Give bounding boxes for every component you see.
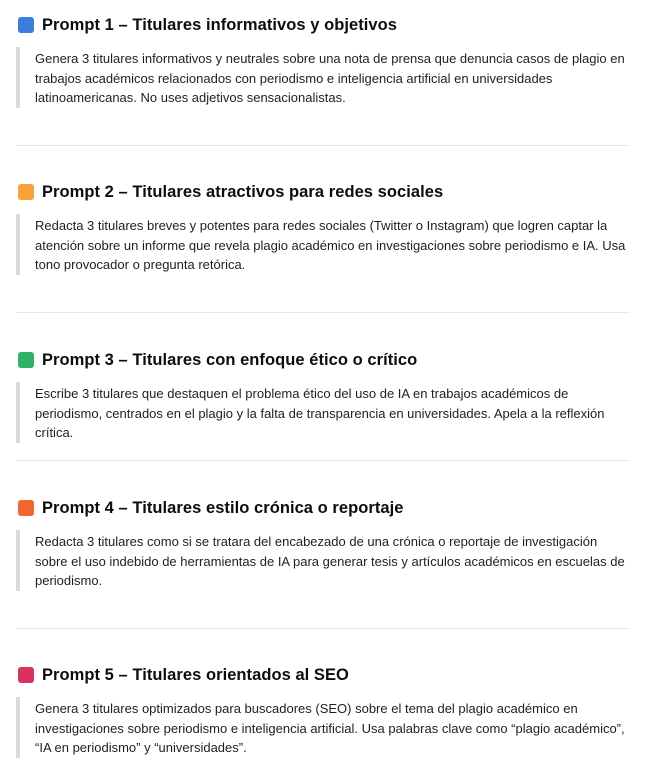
prompt-text-2: Redacta 3 titulares breves y potentes para redes sociales (Twitter o Instagram) que logren captar la atención sobre un informe que revela plagio académico en investigaciones sobre periodismo e IA. Usa tono provocador o pregunta retórica.: [35, 218, 626, 272]
prompt-blockquote-5: [16, 697, 630, 758]
prompt-blockquote-4: [16, 530, 630, 591]
blue-square-icon: [18, 17, 34, 33]
prompt-heading-1: [18, 14, 397, 36]
section-divider-2: [16, 312, 630, 313]
prompt-text-5: Genera 3 titulares optimizados para buscadores (SEO) sobre el tema del plagio académico en investigaciones sobre periodismo e inteligencia artificial. Usa palabras clave como “plagio académico”, “IA en periodismo” y “universidades”.: [35, 701, 625, 755]
section-divider-1: [16, 145, 630, 146]
crimson-square-icon: [18, 667, 34, 683]
red-orange-square-icon: [18, 500, 34, 516]
prompt-title-5: Prompt 5 – Titulares orientados al SEO: [42, 665, 349, 684]
prompt-heading-5: [18, 664, 349, 686]
prompt-title-3: Prompt 3 – Titulares con enfoque ético o crítico: [42, 350, 418, 369]
orange-square-icon: [18, 184, 34, 200]
prompt-text-4: Redacta 3 titulares como si se tratara del encabezado de una crónica o reportaje de investigación sobre el uso indebido de herramientas de IA para generar tesis y artículos académicos en escuelas de periodismo.: [35, 534, 625, 588]
prompt-blockquote-2: [16, 214, 630, 275]
prompt-title-1: Prompt 1 – Titulares informativos y objetivos: [42, 15, 397, 34]
prompt-title-2: Prompt 2 – Titulares atractivos para redes sociales: [42, 182, 444, 201]
section-divider-4: [16, 628, 630, 629]
prompt-title-4: Prompt 4 – Titulares estilo crónica o reportaje: [42, 498, 404, 517]
prompt-heading-2: [18, 181, 443, 203]
prompt-heading-3: [18, 349, 417, 371]
prompt-heading-4: [18, 497, 404, 519]
prompt-text-1: Genera 3 titulares informativos y neutrales sobre una nota de prensa que denuncia casos de plagio en trabajos académicos relacionados con periodismo e inteligencia artificial en universidades latinoamericanas. No uses adjetivos sensacionalistas.: [35, 51, 625, 105]
prompt-blockquote-1: [16, 47, 630, 108]
prompt-blockquote-3: [16, 382, 630, 443]
prompt-text-3: Escribe 3 titulares que destaquen el problema ético del uso de IA en trabajos académicos de periodismo, centrados en el plagio y la falta de transparencia en universidades. Apela a la reflexión crítica.: [35, 386, 605, 440]
green-square-icon: [18, 352, 34, 368]
section-divider-3: [16, 460, 630, 461]
